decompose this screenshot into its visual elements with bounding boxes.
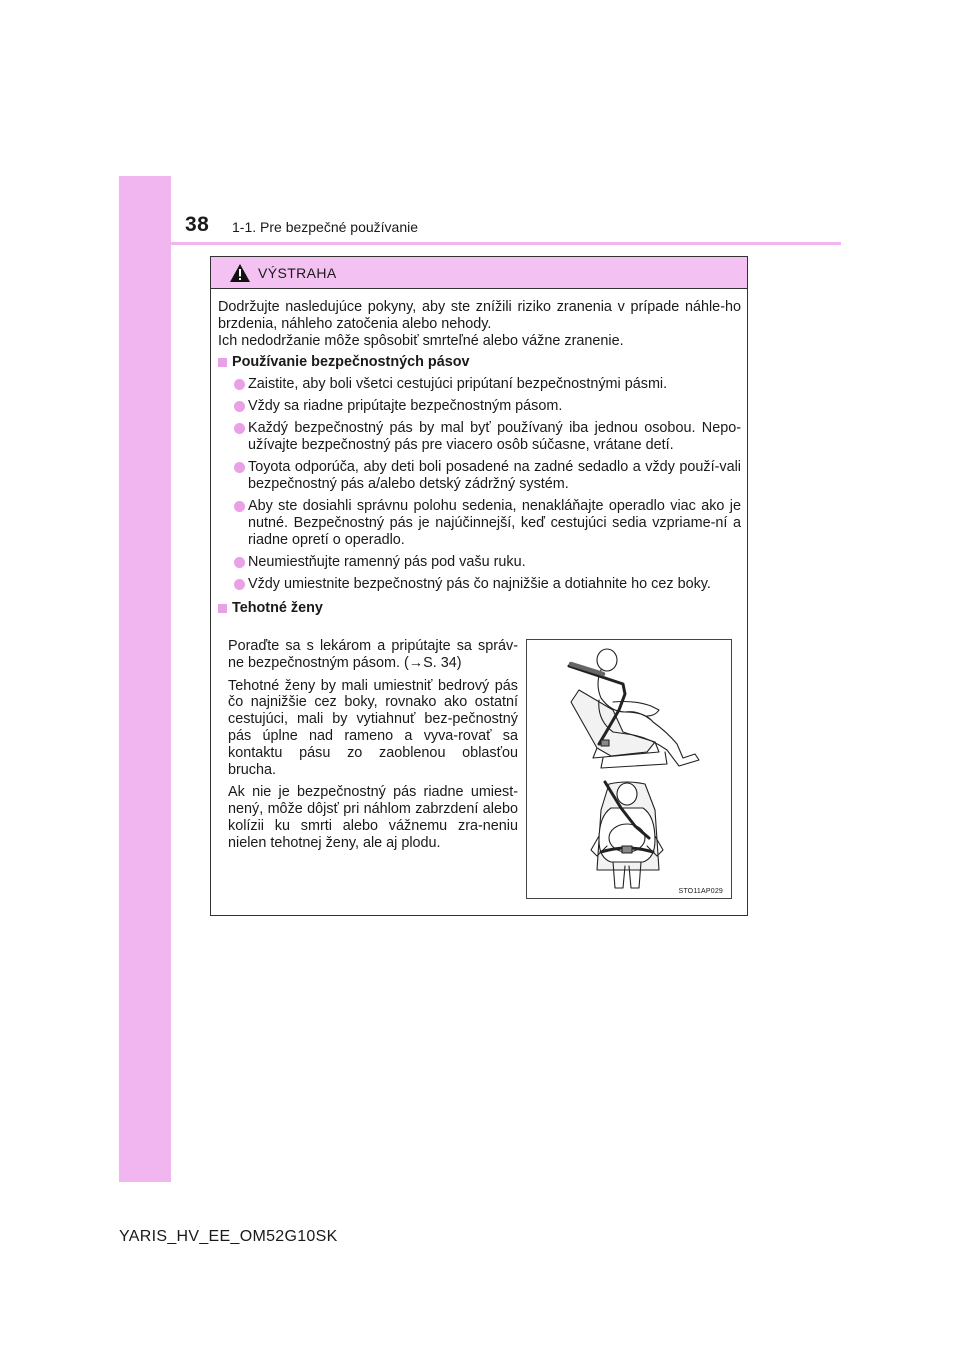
- warning-header: [211, 257, 747, 289]
- intro-line: Dodržujte nasledujúce pokyny, aby ste znížili riziko zranenia v prípade náhle-ho brzdenia, náhleho zatočenia alebo nehody.: [218, 299, 741, 332]
- list-item: [218, 376, 741, 393]
- pregnant-women-text: [228, 638, 518, 858]
- square-bullet-icon: [218, 358, 227, 367]
- circle-bullet-icon: [234, 401, 245, 412]
- circle-bullet-icon: [234, 557, 245, 568]
- list-item-text: Neumiestňujte ramenný pás pod vašu ruku.: [248, 554, 526, 570]
- header-rule: [119, 242, 841, 245]
- warning-intro: [218, 299, 741, 350]
- list-item: [218, 576, 741, 593]
- list-item-text: Každý bezpečnostný pás by mal byť používaný iba jednou osobou. Nepo-užívajte bezpečnostný pás pre viacero osôb súčasne, vrátane detí.: [248, 420, 741, 453]
- list-item: [218, 398, 741, 415]
- page-number: 38: [185, 213, 210, 236]
- pregnant-seatbelt-drawing: [527, 640, 731, 898]
- section-heading-pregnant: [218, 600, 741, 617]
- circle-bullet-icon: [234, 423, 245, 434]
- section-heading-text: Tehotné ženy: [232, 600, 323, 616]
- list-item-text: Zaistite, aby boli všetci cestujúci pripútaní bezpečnostnými pásmi.: [248, 376, 668, 392]
- list-item-text: Vždy umiestnite bezpečnostný pás čo najnižšie a dotiahnite ho cez boky.: [248, 576, 711, 592]
- warning-triangle-icon: [229, 263, 251, 283]
- figure-code: STO11AP029: [678, 888, 723, 895]
- list-item-text: Toyota odporúča, aby deti boli posadené na zadné sedadlo a vždy použí-vali bezpečnostný pás a/alebo detský zádržný systém.: [248, 459, 741, 492]
- paragraph: Ak nie je bezpečnostný pás riadne umiest-nený, môže dôjsť pri náhlom zabrzdení alebo kolízii ku smrti alebo vážnemu zra-neniu nielen tehotnej ženy, ale aj plodu.: [228, 784, 518, 851]
- seatbelt-instructions-list: [218, 376, 741, 593]
- list-item-text: Vždy sa riadne pripútajte bezpečnostným pásom.: [248, 398, 563, 414]
- document-code: YARIS_HV_EE_OM52G10SK: [119, 1228, 338, 1245]
- list-item: [218, 554, 741, 571]
- list-item-text: Aby ste dosiahli správnu polohu sedenia, nenakláňajte operadlo viac ako je nutné. Bezpečnostný pás je najúčinnejší, keď cestujúci sedia vzpriame-ní a riadne opretí o operadlo.: [248, 498, 741, 548]
- list-item: [218, 420, 741, 454]
- circle-bullet-icon: [234, 501, 245, 512]
- side-tab-band: [119, 176, 171, 1182]
- warning-box: [210, 256, 748, 916]
- list-item: [218, 498, 741, 549]
- section-heading-seatbelts: [218, 354, 741, 371]
- pregnant-seatbelt-illustration: [526, 639, 732, 899]
- circle-bullet-icon: [234, 579, 245, 590]
- intro-line: Ich nedodržanie môže spôsobiť smrteľné alebo vážne zranenie.: [218, 333, 624, 349]
- circle-bullet-icon: [234, 379, 245, 390]
- circle-bullet-icon: [234, 462, 245, 473]
- section-heading-text: Používanie bezpečnostných pásov: [232, 354, 470, 370]
- list-item: [218, 459, 741, 493]
- paragraph: Tehotné ženy by mali umiestniť bedrový pás čo najnižšie cez boky, rovnako ako ostatní cestujúci, mali by vytiahnuť bez-pečnostný pás úplne nad rameno a vyva-rovať sa kontaktu pásu zo zaoblenou oblasťou brucha.: [228, 677, 518, 778]
- warning-title: VÝSTRAHA: [258, 264, 337, 281]
- warning-body: [211, 289, 747, 617]
- section-title: 1-1. Pre bezpečné používanie: [232, 219, 419, 235]
- square-bullet-icon: [218, 604, 227, 613]
- paragraph: Poraďte sa s lekárom a pripútajte sa správ-ne bezpečnostným pásom. (→S. 34): [228, 638, 518, 671]
